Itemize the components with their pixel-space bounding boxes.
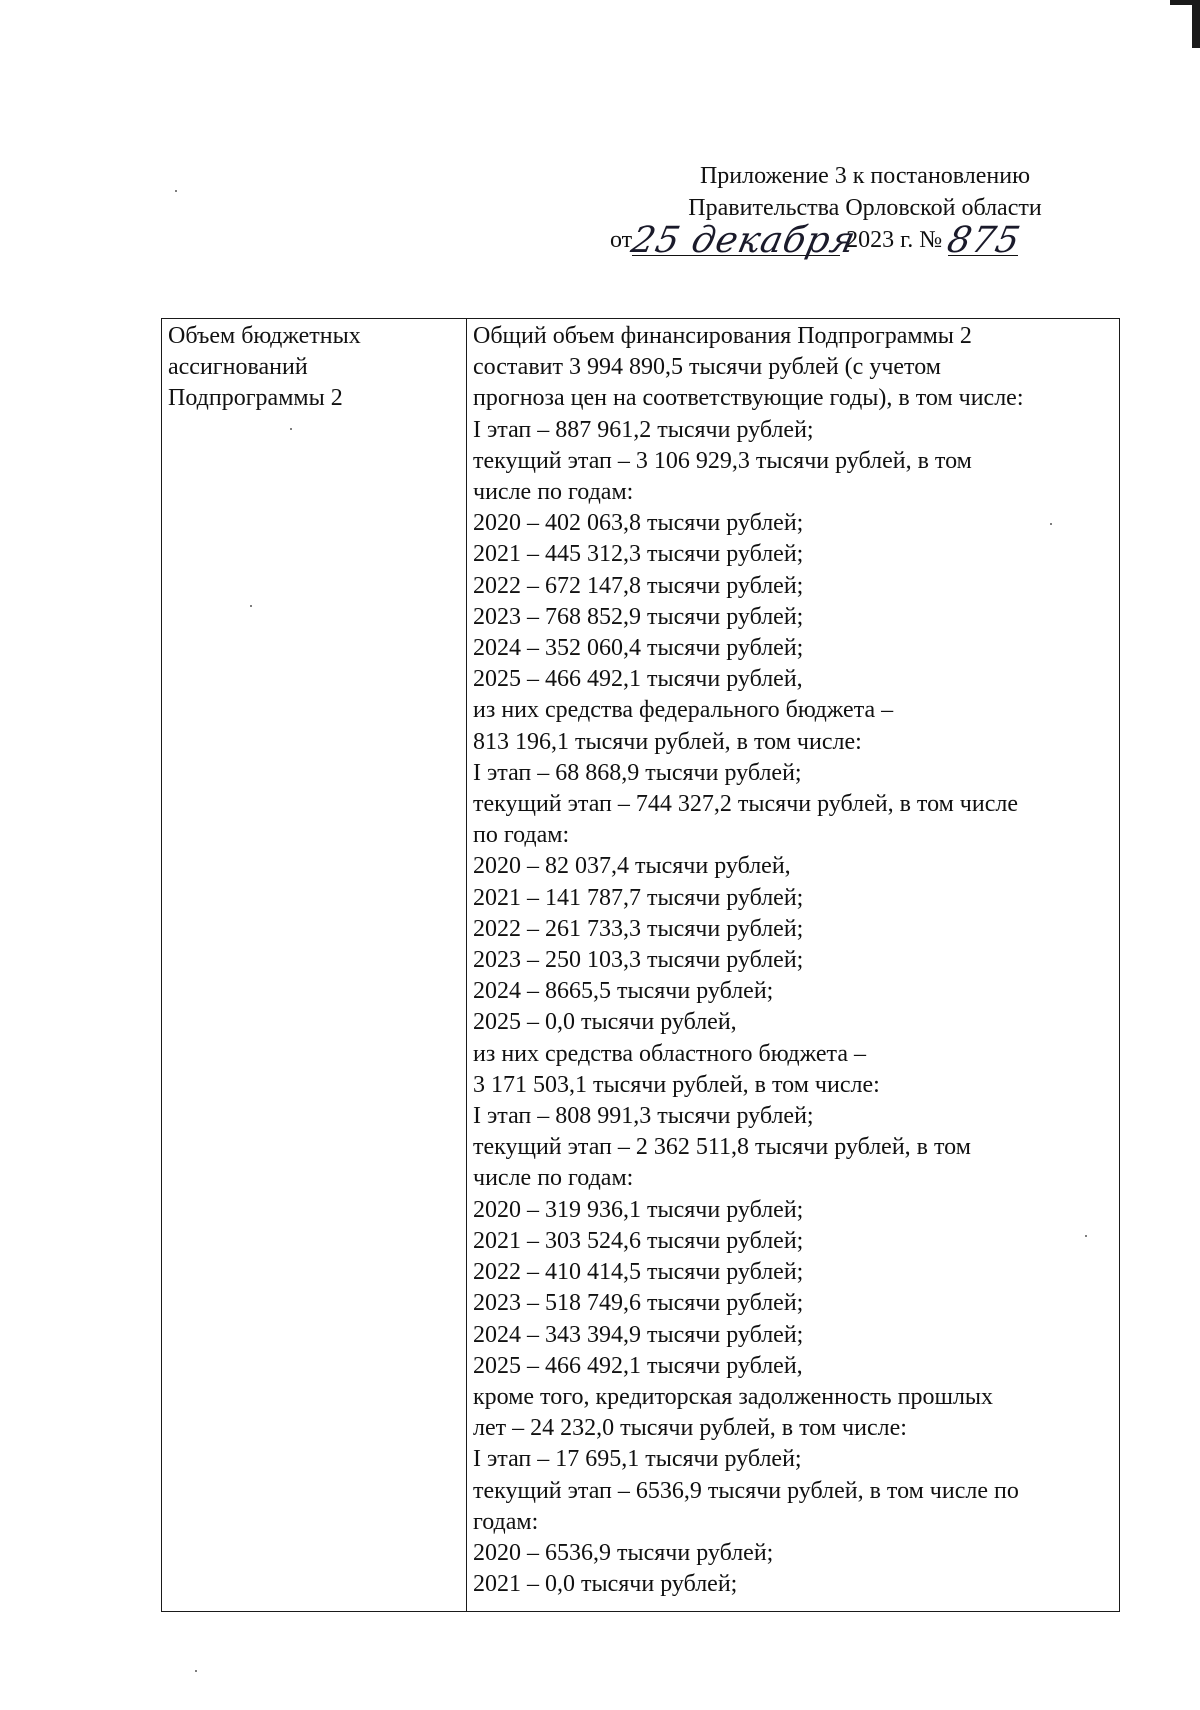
content-line: 2022 – 410 414,5 тысячи рублей; — [473, 1259, 804, 1286]
content-line: текущий этап – 744 327,2 тысячи рублей, в том числе — [473, 791, 1018, 818]
content-line: 813 196,1 тысячи рублей, в том числе: — [473, 728, 862, 755]
scan-speck — [195, 1670, 197, 1672]
content-line: годам: — [473, 1508, 539, 1535]
content-line: из них средства федерального бюджета – — [473, 697, 894, 724]
scan-edge-mark — [1192, 0, 1200, 48]
scan-speck — [1050, 523, 1052, 525]
content-line: 2020 – 82 037,4 тысячи рублей, — [473, 853, 791, 880]
content-line: Общий объем финансирования Подпрограммы 2 — [473, 323, 972, 349]
label-cell — [162, 319, 467, 1612]
year-number-label: 2023 г. № — [846, 227, 943, 253]
header-line-1: Приложение 3 к постановлению — [699, 163, 1031, 189]
scan-speck — [1085, 1235, 1087, 1237]
content-line: 2024 – 343 394,9 тысячи рублей; — [473, 1321, 804, 1348]
content-line: 2021 – 303 524,6 тысячи рублей; — [473, 1227, 804, 1254]
content-line: составит 3 994 890,5 тысячи рублей (с учетом — [473, 354, 941, 381]
content-line: 2024 – 352 060,4 тысячи рублей; — [473, 635, 804, 662]
content-line: 2023 – 768 852,9 тысячи рублей; — [473, 603, 804, 630]
content-line: 2020 – 319 936,1 тысячи рублей; — [473, 1196, 804, 1223]
scan-speck — [175, 190, 177, 192]
content-line: 2020 – 6536,9 тысячи рублей; — [473, 1539, 774, 1566]
content-line: 2020 – 402 063,8 тысячи рублей; — [473, 510, 804, 537]
content-line: 2021 – 141 787,7 тысячи рублей; — [473, 884, 804, 911]
content-cell — [467, 319, 1120, 1612]
label-line: Подпрограммы 2 — [168, 385, 343, 412]
date-prefix: от — [610, 227, 633, 253]
content-line: 3 171 503,1 тысячи рублей, в том числе: — [473, 1071, 880, 1098]
content-line: 2025 – 466 492,1 тысячи рублей, — [473, 666, 803, 693]
content-line: лет – 24 232,0 тысячи рублей, в том числе: — [473, 1415, 907, 1442]
budget-table — [161, 318, 1120, 1612]
content-lines — [473, 321, 1113, 1600]
content-line: 2022 – 261 733,3 тысячи рублей; — [473, 915, 804, 942]
content-line: I этап – 808 991,3 тысячи рублей; — [473, 1103, 814, 1130]
content-line: 2024 – 8665,5 тысячи рублей; — [473, 978, 774, 1005]
header-line-2: Правительства Орловской области — [688, 195, 1042, 221]
content-line: 2023 – 518 749,6 тысячи рублей; — [473, 1290, 804, 1317]
table-row — [162, 319, 1120, 1612]
content-line: кроме того, кредиторская задолженность прошлых — [473, 1383, 994, 1410]
content-line: числе по годам: — [473, 1165, 634, 1192]
header-date-line — [610, 220, 1100, 261]
handwritten-date: 25 декабря — [627, 220, 860, 261]
content-line: 2022 – 672 147,8 тысячи рублей; — [473, 572, 804, 599]
content-line: 2025 – 466 492,1 тысячи рублей, — [473, 1352, 803, 1379]
label-line: Объем бюджетных — [168, 323, 361, 349]
content-line: текущий этап – 6536,9 тысячи рублей, в том числе по — [473, 1477, 1019, 1504]
content-line: по годам: — [473, 822, 570, 849]
number-blank — [943, 220, 1025, 261]
scan-speck — [250, 605, 252, 607]
content-line: I этап – 887 961,2 тысячи рублей; — [473, 416, 814, 443]
scan-edge-mark-top — [1170, 0, 1200, 5]
content-line: текущий этап – 2 362 511,8 тысячи рублей, в том — [473, 1134, 971, 1161]
content-line: 2023 – 250 103,3 тысячи рублей; — [473, 947, 804, 974]
content-line: I этап – 17 695,1 тысячи рублей; — [473, 1446, 802, 1473]
content-line: текущий этап – 3 106 929,3 тысячи рублей, в том — [473, 447, 972, 474]
content-line: 2021 – 445 312,3 тысячи рублей; — [473, 541, 804, 568]
content-line: 2021 – 0,0 тысячи рублей; — [473, 1571, 738, 1598]
label-lines — [168, 321, 460, 415]
date-blank — [627, 220, 860, 261]
label-line: ассигнований — [168, 354, 308, 381]
content-line: 2025 – 0,0 тысячи рублей, — [473, 1009, 737, 1036]
appendix-header — [610, 160, 1100, 261]
handwritten-number: 875 — [943, 220, 1025, 261]
content-line: I этап – 68 868,9 тысячи рублей; — [473, 759, 802, 786]
content-line: числе по годам: — [473, 479, 634, 506]
content-line: прогноза цен на соответствующие годы), в том числе: — [473, 385, 1024, 412]
scan-speck — [290, 428, 292, 430]
content-line: из них средства областного бюджета – — [473, 1040, 866, 1067]
